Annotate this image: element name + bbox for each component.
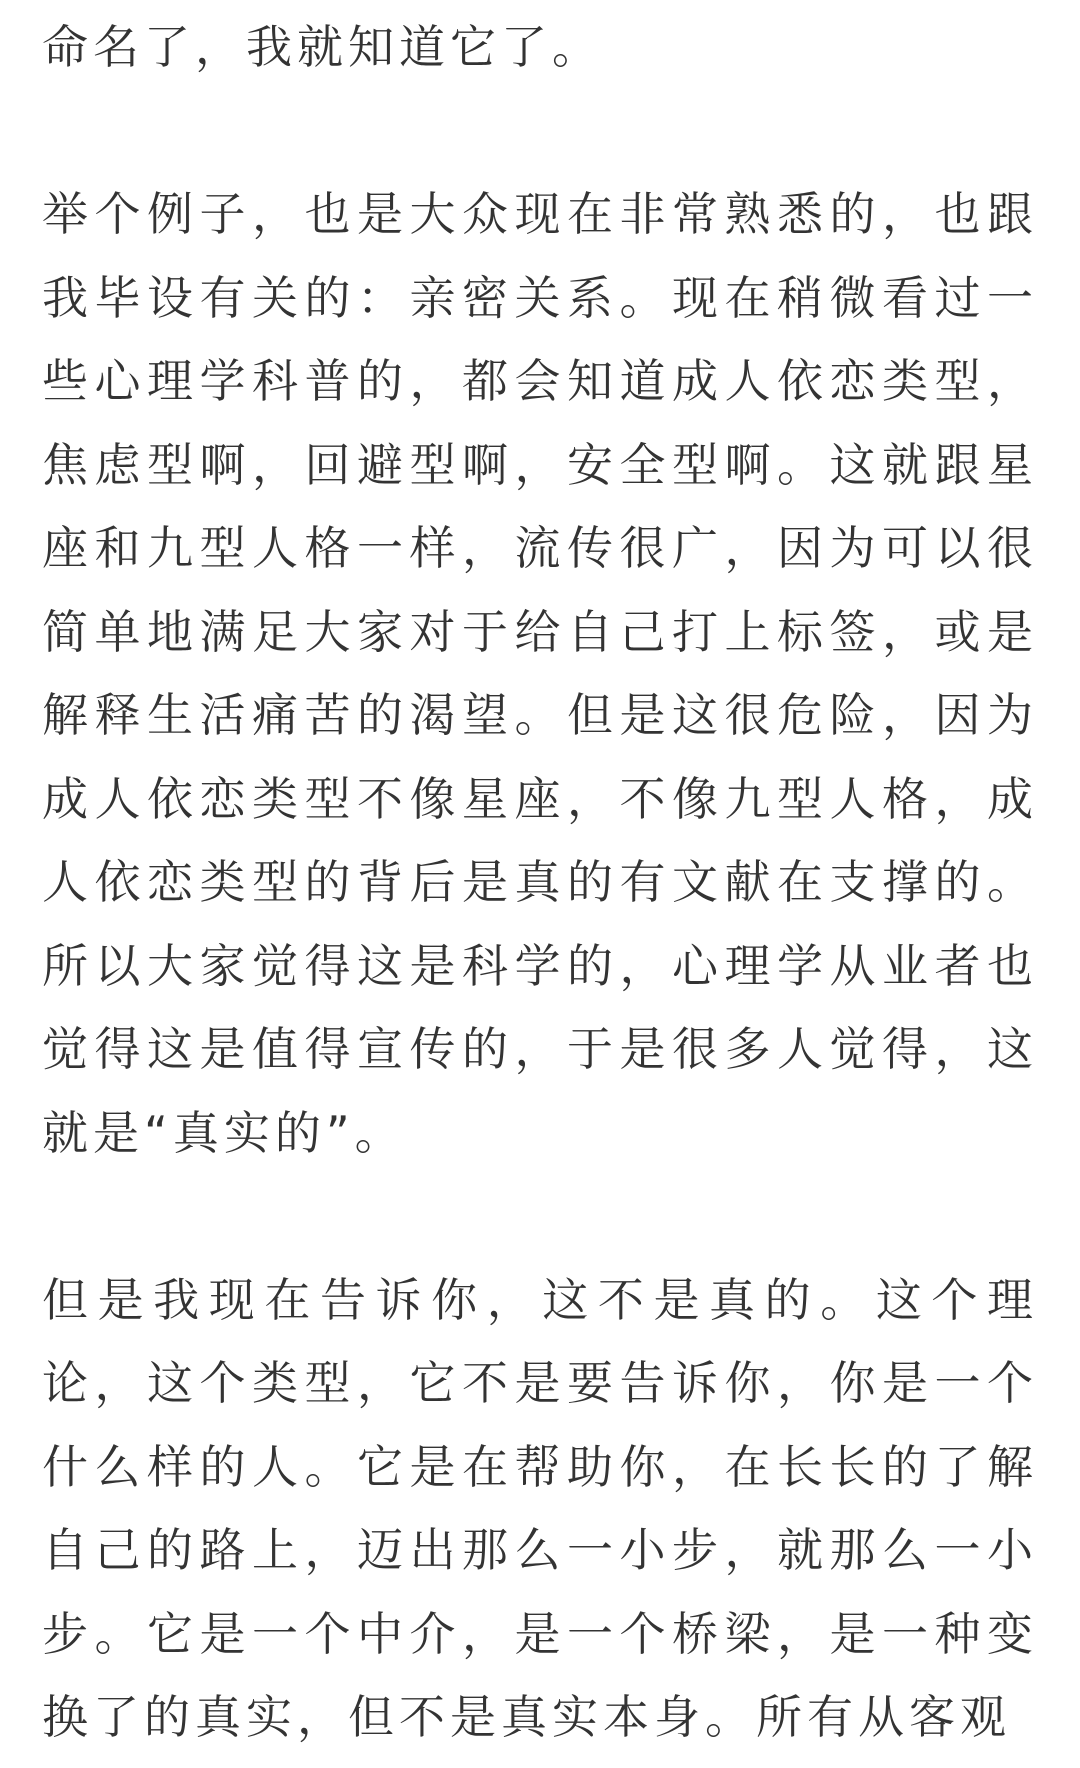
paragraph-3: 但是我现在告诉你，这不是真的。这个理论，这个类型，它不是要告诉你，你是一个什么样的人。它是在帮助你，在长长的了解自己的路上，迈出那么一小步，就那么一小步。它是一个中介，是一个桥梁，是一种变换了的真实，但不是真实本身。所有从客观 [42, 1272, 1038, 1744]
paragraph-gap [42, 1175, 1038, 1259]
paragraph-2: 举个例子，也是大众现在非常熟悉的，也跟我毕设有关的：亲密关系。现在稍微看过一些心理学科普的，都会知道成人依恋类型，焦虑型啊，回避型啊，安全型啊。这就跟星座和九型人格一样，流传很广，因为可以很简单地满足大家对于给自己打上标签，或是解释生活痛苦的渴望。但是这很危险，因为成人依恋类型不像星座，不像九型人格，成人依恋类型的背后是真的有文献在支撑的。所以大家觉得这是科学的，心理学从业者也觉得这是值得宣传的，于是很多人觉得，这就是“真实的”。 [42, 187, 1038, 1160]
paragraph-gap [42, 90, 1038, 174]
paragraph-1: 命名了，我就知道它了。 [42, 20, 603, 74]
article-body [42, 6, 1038, 1760]
